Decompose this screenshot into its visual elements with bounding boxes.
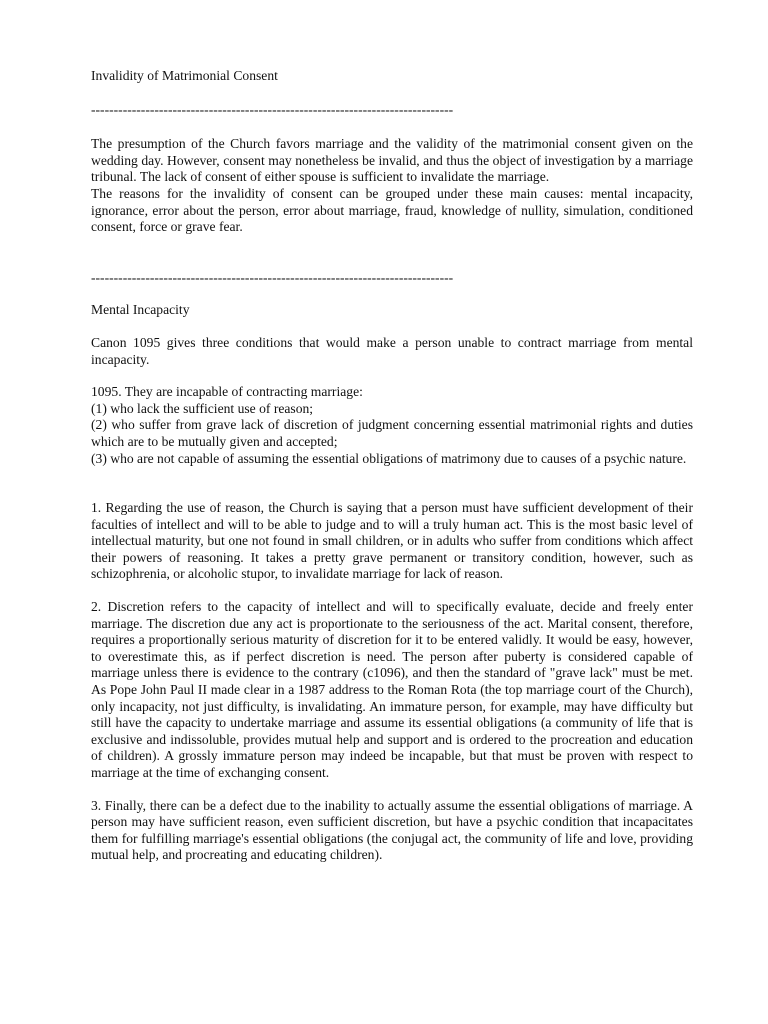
canon-intro-paragraph: Canon 1095 gives three conditions that would make a person unable to contract marriage from mental incapacity. [91,334,693,367]
section-heading: Mental Incapacity [91,302,190,318]
separator-rule-1: -------------------------------------------------------------------------------- [91,101,454,117]
point-paragraph-2: 2. Discretion refers to the capacity of intellect and will to specifically evaluate, decide and freely enter marriage. The discretion due any act is proportionate to the seriousness of the act. Marital consent, therefore, requires a proportionally serious maturity of discretion for it to be entered validly. It would be easy, however, to overestimate this, as if perfect discretion is need. The person after puberty is considered capable of marriage unless there is evidence to the contrary (c1096), and then the standard of "grave lack" must be met. As Pope John Paul II made clear in a 1987 address to the Roman Rota (the top marriage court of the Church), only incapacity, not just difficulty, is invalidating. An immature person, for example, may have difficulty but still have the capacity to undertake marriage and assume its essential obligations (a community of life that is exclusive and indissoluble, provides mutual help and support and is ordered to the procreation and education of children). A grossly immature person may indeed be incapable, but that must be proven with respect to marriage at the time of exchanging consent. [91,599,693,780]
intro-paragraph-1: The presumption of the Church favors marriage and the validity of the matrimonial consent given on the wedding day. However, consent may nonetheless be invalid, and thus the object of investigation by a marriage tribunal. The lack of consent of either spouse is sufficient to invalidate the marriage. [91,136,693,185]
document-title: Invalidity of Matrimonial Consent [91,68,278,83]
separator-rule-2: -------------------------------------------------------------------------------- [91,269,454,285]
point-paragraph-1: 1. Regarding the use of reason, the Church is saying that a person must have sufficient development of their faculties of intellect and will to be able to judge and to will a truly human act. This is the most basic level of intellectual maturity, but one not found in small children, or in adults who suffer from conditions which affect their powers of reasoning. It takes a pretty grave permanent or transitory condition, however, such as schizophrenia, or alcoholic stupor, to invalidate marriage for lack of reason. [91,500,693,582]
intro-paragraph-2: The reasons for the invalidity of consent can be grouped under these main causes: mental incapacity, ignorance, error about the person, error about marriage, fraud, knowledge of nullity, simulation, conditioned consent, force or grave fear. [91,185,693,235]
canon-line-heading: 1095. They are incapable of contracting marriage: [91,384,363,400]
canon-line-2: (2) who suffer from grave lack of discretion of judgment concerning essential matrimonial rights and duties which are to be mutually given and accepted; [91,417,693,449]
point-paragraph-3: 3. Finally, there can be a defect due to the inability to actually assume the essential obligations of marriage. A person may have sufficient reason, even sufficient discretion, but have a psychic condition that incapacitates them for fulfilling marriage's essential obligations (the conjugal act, the community of life and love, providing mutual help, and procreating and educating children). [91,797,693,863]
canon-line-1: (1) who lack the sufficient use of reason; [91,400,314,416]
canon-text [91,384,693,467]
document-page [91,68,693,864]
intro-section [91,136,693,236]
canon-line-3: (3) who are not capable of assuming the essential obligations of matrimony due to causes of a psychic nature. [91,450,687,466]
